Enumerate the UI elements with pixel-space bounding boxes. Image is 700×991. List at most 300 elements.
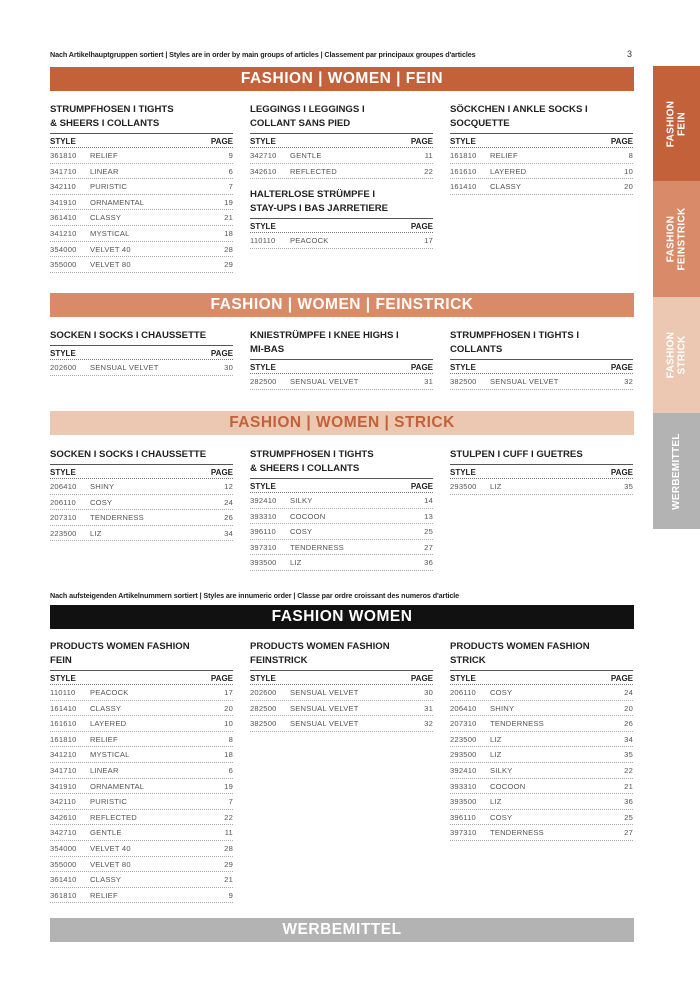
style-number: 393310 <box>250 511 277 521</box>
style-number: 110110 <box>50 688 76 697</box>
page-ref: 18 <box>224 228 233 238</box>
page-ref: 27 <box>624 828 633 838</box>
block-title-line: STRUMPFHOSEN I TIGHTS <box>250 449 374 460</box>
page-ref: 31 <box>424 377 433 386</box>
style-name: TENDERNESS <box>290 542 344 552</box>
table-row <box>450 374 633 390</box>
block-fein-ankle-socks <box>450 103 633 195</box>
block-products-fein <box>50 640 233 903</box>
page-ref: 21 <box>224 213 233 223</box>
table-row <box>50 747 233 763</box>
style-number: 342610 <box>50 812 77 822</box>
style-number: 206110 <box>50 497 76 507</box>
page-ref: 31 <box>424 703 433 713</box>
table-row <box>50 510 233 526</box>
page-ref: 8 <box>628 151 633 160</box>
style-name: COCOON <box>490 781 526 791</box>
table-header <box>450 467 633 479</box>
style-name: COSY <box>90 497 113 507</box>
block-strick-tights <box>250 448 433 571</box>
page-ref: 29 <box>224 260 233 270</box>
block-strick-socks <box>50 448 233 541</box>
table-row <box>450 685 633 701</box>
block-feinstrick-tights <box>450 329 633 390</box>
style-header: STYLE <box>250 222 276 232</box>
block-fein-tights <box>50 103 233 273</box>
table-row <box>50 148 233 164</box>
style-name: SILKY <box>290 496 313 505</box>
block-title <box>450 448 633 462</box>
title-rule <box>50 464 233 465</box>
tab-label: FASHION STRICK <box>665 331 688 379</box>
style-name: TENDERNESS <box>490 828 544 838</box>
table-row <box>450 479 633 495</box>
block-title <box>50 640 233 668</box>
style-number: 361810 <box>50 151 77 160</box>
page-ref: 22 <box>624 765 633 775</box>
table-row <box>50 195 233 211</box>
block-title <box>50 329 233 343</box>
style-header: STYLE <box>250 137 276 146</box>
page-ref: 19 <box>224 197 233 207</box>
page-ref: 25 <box>424 527 433 537</box>
style-name: GENTLE <box>90 828 122 838</box>
style-header: STYLE <box>250 674 276 683</box>
table-header <box>50 136 233 148</box>
table-block <box>250 329 433 390</box>
caption-sorted-by-group: Nach Artikelhauptgruppen sortiert | Styles are in order by main groups of articles | Classement par principaux groupes d'articles <box>50 50 476 59</box>
block-title-line: & SHEERS I COLLANTS <box>50 118 160 129</box>
page-ref: 11 <box>224 828 233 838</box>
table-row <box>450 763 633 779</box>
page-number: 3 <box>627 49 633 59</box>
page-ref: 13 <box>424 511 433 521</box>
table-row <box>450 810 633 826</box>
table-header <box>450 362 633 374</box>
page-ref: 35 <box>624 750 633 760</box>
table-row <box>50 360 233 376</box>
page-ref: 11 <box>424 151 433 160</box>
style-number: 110110 <box>250 236 276 246</box>
table-block <box>50 640 233 903</box>
page-ref: 29 <box>224 859 233 869</box>
style-number: 223500 <box>450 734 477 744</box>
page-header: PAGE <box>610 137 633 146</box>
style-name: LIZ <box>290 558 302 568</box>
block-title-line: PRODUCTS WOMEN FASHION <box>450 641 590 652</box>
table-row <box>50 763 233 779</box>
table-row <box>450 164 633 180</box>
table-header <box>250 136 433 148</box>
style-name: PEACOCK <box>90 688 129 697</box>
style-header: STYLE <box>450 137 476 146</box>
block-title-line: LEGGINGS I LEGGINGS I <box>250 104 365 115</box>
table-header <box>50 673 233 685</box>
style-number: 341910 <box>50 781 77 791</box>
page-ref: 7 <box>228 797 233 807</box>
block-title-line: STRUMPFHOSEN I TIGHTS <box>50 104 174 115</box>
page-header: PAGE <box>210 468 233 477</box>
table-block <box>450 329 633 390</box>
block-fein-leggings <box>250 103 433 249</box>
style-name: REFLECTED <box>290 166 337 176</box>
table-block <box>50 329 233 376</box>
tab-fashion-fein[interactable] <box>653 66 700 181</box>
table-block <box>250 640 433 732</box>
table-header <box>250 673 433 685</box>
page-ref: 6 <box>228 166 233 176</box>
table-row <box>50 716 233 732</box>
style-name: COSY <box>490 812 513 822</box>
style-name: CLASSY <box>90 875 122 885</box>
table-row <box>250 701 433 717</box>
block-title <box>450 329 633 357</box>
page-ref: 8 <box>228 734 233 744</box>
block-title-line: SÖCKCHEN I ANKLE SOCKS I <box>450 104 588 115</box>
block-title-line: COLLANTS <box>450 344 503 355</box>
table-block <box>450 640 633 841</box>
tab-fashion-feinstrick[interactable] <box>653 181 700 297</box>
style-name: ORNAMENTAL <box>90 197 145 207</box>
style-number: 361410 <box>50 875 77 885</box>
title-rule <box>450 464 633 465</box>
block-title <box>250 329 433 357</box>
table-row <box>450 701 633 717</box>
table-row <box>250 374 433 390</box>
style-number: 161610 <box>450 166 477 176</box>
table-row <box>50 226 233 242</box>
style-name: VELVET 40 <box>90 244 131 254</box>
block-title-line: HALTERLOSE STRÜMPFE I <box>250 189 376 201</box>
table-header <box>250 221 433 233</box>
page-ref: 20 <box>624 182 633 192</box>
table-header <box>50 348 233 360</box>
block-title-line: PRODUCTS WOMEN FASHION <box>250 641 390 652</box>
style-number: 206110 <box>450 688 476 697</box>
table-row <box>50 888 233 904</box>
table-row <box>250 716 433 732</box>
style-name: SILKY <box>490 765 513 775</box>
style-number: 397310 <box>250 542 277 552</box>
block-products-strick <box>450 640 633 841</box>
block-title-line: KNIESTRÜMPFE I KNEE HIGHS I <box>250 330 399 341</box>
page-ref: 19 <box>224 781 233 791</box>
style-name: RELIEF <box>90 734 118 744</box>
table-block <box>50 103 233 273</box>
style-name: PEACOCK <box>290 236 329 246</box>
style-header: STYLE <box>50 137 76 146</box>
page-ref: 24 <box>624 688 633 697</box>
table-row <box>50 685 233 701</box>
table-row <box>50 179 233 195</box>
block-title-line: SOCKEN I SOCKS I CHAUSSETTE <box>50 330 207 341</box>
page-header: PAGE <box>610 468 633 477</box>
style-name: CLASSY <box>90 703 122 713</box>
page-ref: 21 <box>224 875 233 885</box>
block-title <box>250 640 433 668</box>
style-number: 355000 <box>50 260 77 270</box>
style-number: 396110 <box>250 527 276 537</box>
page-ref: 22 <box>224 812 233 822</box>
style-number: 393310 <box>450 781 477 791</box>
table-block <box>250 188 433 249</box>
table-row <box>250 509 433 525</box>
banner-fashion-women-strick: FASHION | WOMEN | STRICK <box>50 411 634 435</box>
table-row <box>50 779 233 795</box>
style-number: 161810 <box>450 151 477 160</box>
style-header: STYLE <box>50 468 76 477</box>
table-row <box>250 685 433 701</box>
block-title <box>250 448 433 476</box>
style-number: 161410 <box>450 182 477 192</box>
style-number: 341910 <box>50 197 77 207</box>
tab-label: FASHION FEIN <box>665 100 688 147</box>
block-feinstrick-socks <box>50 329 233 376</box>
style-name: PURISTIC <box>90 182 128 192</box>
style-number: 361410 <box>50 213 77 223</box>
page-header: PAGE <box>410 674 433 683</box>
page-ref: 25 <box>624 812 633 822</box>
style-name: SENSUAL VELVET <box>290 703 359 713</box>
banner-fashion-women: FASHION WOMEN <box>50 605 634 629</box>
table-row <box>450 825 633 841</box>
style-number: 202600 <box>250 688 277 697</box>
style-number: 392410 <box>450 765 477 775</box>
page-ref: 9 <box>228 890 233 900</box>
style-number: 393500 <box>250 558 277 568</box>
page-ref: 10 <box>224 719 233 729</box>
page-header: PAGE <box>610 674 633 683</box>
table-row <box>50 526 233 542</box>
table-row <box>50 857 233 873</box>
style-number: 223500 <box>50 528 77 538</box>
style-name: LINEAR <box>90 166 119 176</box>
style-name: COCOON <box>290 511 326 521</box>
page-ref: 27 <box>424 542 433 552</box>
table-row <box>450 747 633 763</box>
page-header: PAGE <box>210 349 233 358</box>
style-name: SENSUAL VELVET <box>490 377 559 386</box>
style-header: STYLE <box>450 674 476 683</box>
table-header <box>250 362 433 374</box>
style-number: 342610 <box>250 166 277 176</box>
style-number: 341210 <box>50 750 77 760</box>
page-ref: 20 <box>624 703 633 713</box>
block-title <box>50 448 233 462</box>
style-name: SENSUAL VELVET <box>290 688 359 697</box>
table-row <box>450 779 633 795</box>
block-title-line: SOCQUETTE <box>450 118 510 129</box>
block-title-line: STRICK <box>450 655 486 666</box>
page-ref: 14 <box>424 496 433 505</box>
style-name: RELIEF <box>90 151 118 160</box>
style-header: STYLE <box>450 468 476 477</box>
style-name: REFLECTED <box>90 812 137 822</box>
style-number: 207310 <box>450 719 477 729</box>
table-row <box>50 701 233 717</box>
page-header: PAGE <box>610 363 633 372</box>
style-number: 355000 <box>50 859 77 869</box>
style-number: 342110 <box>50 182 76 192</box>
style-number: 354000 <box>50 244 77 254</box>
caption-sorted-by-number: Nach aufsteigenden Artikelnummern sortiert | Styles are innumeric order | Classe par ordre croissant des numeros d'article <box>50 591 460 600</box>
block-title <box>50 103 233 131</box>
banner-fashion-women-feinstrick: FASHION | WOMEN | FEINSTRICK <box>50 293 634 317</box>
page-ref: 18 <box>224 750 233 760</box>
page-ref: 26 <box>224 513 233 523</box>
style-number: 342110 <box>50 797 76 807</box>
table-block <box>250 103 433 179</box>
page-ref: 6 <box>228 765 233 775</box>
table-row <box>450 716 633 732</box>
page-ref: 32 <box>624 377 633 386</box>
page-ref: 9 <box>228 151 233 160</box>
style-name: VELVET 40 <box>90 843 131 853</box>
table-row <box>50 242 233 258</box>
table-row <box>250 148 433 164</box>
style-number: 392410 <box>250 496 277 505</box>
style-number: 342710 <box>50 828 77 838</box>
banner-werbemittel: WERBEMITTEL <box>50 918 634 942</box>
block-title <box>250 188 433 216</box>
title-rule <box>250 218 433 219</box>
table-row <box>50 495 233 511</box>
style-name: COSY <box>290 527 313 537</box>
table-row <box>50 257 233 273</box>
block-title <box>250 103 433 131</box>
style-name: CLASSY <box>490 182 522 192</box>
block-title <box>450 103 633 131</box>
style-header: STYLE <box>250 363 276 372</box>
table-row <box>250 493 433 509</box>
table-row <box>250 524 433 540</box>
tab-fashion-strick[interactable] <box>653 297 700 413</box>
style-number: 396110 <box>450 812 476 822</box>
style-name: MYSTICAL <box>90 750 130 760</box>
table-row <box>50 210 233 226</box>
block-title <box>450 640 633 668</box>
table-row <box>50 841 233 857</box>
style-number: 393500 <box>450 797 477 807</box>
banner-fashion-women-fein: FASHION | WOMEN | FEIN <box>50 67 634 91</box>
style-name: SENSUAL VELVET <box>290 377 359 386</box>
style-number: 207310 <box>50 513 77 523</box>
table-header <box>450 136 633 148</box>
tab-label: FASHION FEINSTRICK <box>665 207 688 271</box>
block-title-line: FEINSTRICK <box>250 655 308 666</box>
style-number: 354000 <box>50 843 77 853</box>
title-rule <box>450 133 633 134</box>
page-ref: 26 <box>624 719 633 729</box>
block-title-line: STAY-UPS I BAS JARRETIERE <box>250 203 389 215</box>
block-strick-cuff <box>450 448 633 495</box>
style-name: CLASSY <box>90 213 122 223</box>
page-ref: 34 <box>224 528 233 538</box>
table-block <box>450 103 633 195</box>
page-header: PAGE <box>410 137 433 146</box>
page-ref: 10 <box>624 166 633 176</box>
title-rule <box>250 359 433 360</box>
style-name: LIZ <box>490 750 502 760</box>
page-ref: 34 <box>624 734 633 744</box>
title-rule <box>50 345 233 346</box>
style-header: STYLE <box>50 674 76 683</box>
page-ref: 32 <box>424 719 433 729</box>
style-name: RELIEF <box>490 151 518 160</box>
style-name: TENDERNESS <box>490 719 544 729</box>
style-name: GENTLE <box>290 151 322 160</box>
table-row <box>250 164 433 180</box>
title-rule <box>250 133 433 134</box>
block-title-line: PRODUCTS WOMEN FASHION <box>50 641 190 652</box>
style-name: MYSTICAL <box>90 228 130 238</box>
style-name: RELIEF <box>90 890 118 900</box>
block-title-line: MI-BAS <box>250 344 285 355</box>
page-ref: 35 <box>624 482 633 491</box>
page-header: PAGE <box>410 222 433 232</box>
style-name: LAYERED <box>490 166 527 176</box>
table-row <box>50 479 233 495</box>
style-name: SHINY <box>90 482 115 491</box>
style-name: LAYERED <box>90 719 127 729</box>
table-row <box>50 872 233 888</box>
page-ref: 7 <box>228 182 233 192</box>
title-rule <box>250 478 433 479</box>
style-number: 206410 <box>50 482 77 491</box>
table-row <box>250 233 433 249</box>
page-ref: 28 <box>224 244 233 254</box>
table-row <box>450 148 633 164</box>
style-number: 161610 <box>50 719 77 729</box>
page-ref: 24 <box>224 497 233 507</box>
style-number: 342710 <box>250 151 277 160</box>
tab-label: WERBEMITTEL <box>671 432 683 510</box>
table-row <box>450 179 633 195</box>
style-number: 282500 <box>250 377 277 386</box>
style-header: STYLE <box>450 363 476 372</box>
style-number: 161410 <box>50 703 77 713</box>
style-name: LIZ <box>490 797 502 807</box>
page-ref: 21 <box>624 781 633 791</box>
table-header <box>450 673 633 685</box>
style-number: 341710 <box>50 166 77 176</box>
style-name: VELVET 80 <box>90 859 131 869</box>
block-products-feinstrick <box>250 640 433 732</box>
block-title-line: FEIN <box>50 655 72 666</box>
style-name: VELVET 80 <box>90 260 131 270</box>
style-number: 293500 <box>450 482 477 491</box>
table-block <box>450 448 633 495</box>
style-number: 161810 <box>50 734 77 744</box>
tab-werbemittel[interactable] <box>653 413 700 529</box>
page-ref: 17 <box>424 236 433 246</box>
style-number: 397310 <box>450 828 477 838</box>
style-number: 361810 <box>50 890 77 900</box>
style-number: 382500 <box>450 377 477 386</box>
page-header: PAGE <box>210 674 233 683</box>
block-feinstrick-knee-highs <box>250 329 433 390</box>
style-name: LIZ <box>490 734 502 744</box>
style-name: SENSUAL VELVET <box>90 363 159 372</box>
style-number: 206410 <box>450 703 477 713</box>
style-name: COSY <box>490 688 513 697</box>
style-number: 202600 <box>50 363 77 372</box>
title-rule <box>250 670 433 671</box>
page-ref: 36 <box>624 797 633 807</box>
title-rule <box>50 670 233 671</box>
style-name: SENSUAL VELVET <box>290 719 359 729</box>
table-row <box>450 794 633 810</box>
